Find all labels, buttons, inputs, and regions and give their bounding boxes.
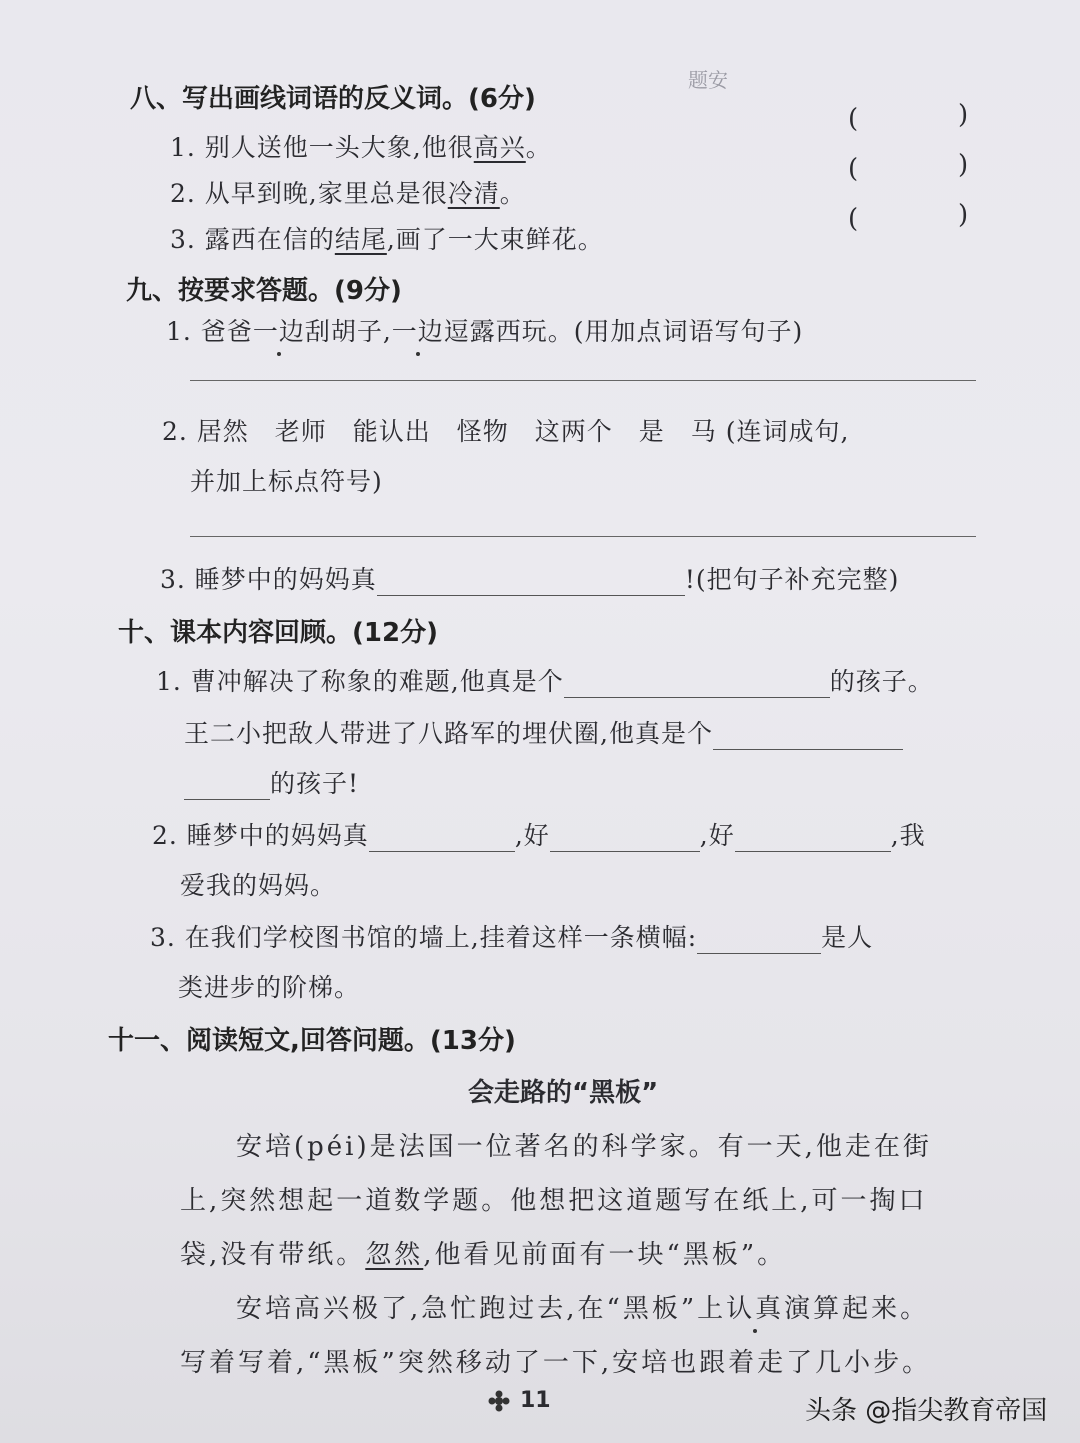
page-number: 11	[520, 1388, 551, 1413]
sec10-q2	[152, 816, 926, 852]
sec8-item-1-underlined: 高兴	[473, 133, 526, 162]
sec10-q1-line3	[184, 764, 359, 800]
sec10-q1-blank-1[interactable]	[564, 673, 830, 698]
answer-line-9-1[interactable]	[190, 380, 976, 381]
sec10-q3-pre: 3. 在我们学校图书馆的墙上,挂着这样一条横幅:	[150, 923, 698, 952]
sec8-item-1-post: 。	[525, 133, 552, 162]
sec10-q1-blank-2[interactable]	[713, 725, 903, 750]
sec8-item-2-underlined: 冷清	[447, 179, 500, 208]
section-8-title: 八、写出画线词语的反义词。(6分)	[130, 84, 536, 114]
sec9-q3-blank[interactable]	[377, 571, 685, 596]
watermark: 头条 @指尖教育帝国	[805, 1396, 1048, 1426]
answer-line-9-2[interactable]	[190, 536, 976, 537]
sec9-q3-pre: 3. 睡梦中的妈妈真	[160, 565, 377, 594]
sec10-q2-blank-1[interactable]	[369, 827, 515, 852]
answer-paren-1-open: (	[848, 104, 859, 134]
sec8-item-3-pre: 3. 露西在信的	[170, 225, 335, 254]
sec8-item-1	[170, 128, 552, 164]
sec9-q1	[166, 312, 803, 348]
sec8-item-2	[170, 174, 526, 210]
sec10-q1-post: 的孩子。	[829, 667, 934, 696]
answer-paren-3-open: (	[848, 204, 859, 234]
story-title: 会走路的“黑板”	[468, 1078, 659, 1108]
answer-paren-1-close: )	[958, 100, 969, 130]
answer-paren-2-open: (	[848, 154, 859, 184]
flower-icon	[488, 1390, 510, 1412]
story-p2-line1-a: 安培高兴极了,急忙跑过去,在“黑板”上	[236, 1294, 727, 1324]
sec8-item-3	[170, 220, 604, 256]
sec9-q1-dotted-word-2: 一边	[392, 312, 444, 348]
story-p2-line1	[236, 1288, 929, 1325]
sec9-q3	[160, 560, 899, 596]
sec8-item-3-underlined: 结尾	[334, 225, 387, 254]
sec10-q3-blank[interactable]	[697, 929, 821, 954]
sec10-q2-mid-2: ,好	[699, 821, 735, 850]
story-dotted-word: 认真	[726, 1288, 784, 1325]
sec9-q1-part-e: 逗露西玩。(用加点词语写句子)	[443, 317, 804, 346]
section-11-title: 十一、阅读短文,回答问题。(13分)	[108, 1026, 516, 1056]
answer-paren-3-close: )	[958, 200, 969, 230]
sec10-q1	[156, 662, 934, 698]
sec10-q3-post: 是人	[821, 923, 874, 952]
sec10-q3	[150, 918, 873, 954]
story-underlined-word: 忽然	[365, 1240, 424, 1270]
story-p1-line3-c: ,他看见前面有一块“黑板”。	[423, 1240, 787, 1270]
story-p1-line3-a: 袋,没有带纸。	[180, 1240, 366, 1270]
sec8-item-2-post: 。	[499, 179, 526, 208]
sec8-item-3-post: ,画了一大束鲜花。	[386, 225, 604, 254]
sec8-item-1-pre: 1. 别人送他一头大象,他很	[170, 133, 474, 162]
sec10-q2-blank-2[interactable]	[550, 827, 700, 852]
sec9-q2-line2: 并加上标点符号)	[190, 467, 383, 496]
sec10-q1-pre: 1. 曹冲解决了称象的难题,他真是个	[156, 667, 564, 696]
sec10-q1-line3-text: 的孩子!	[270, 769, 360, 798]
sec9-q1-part-a: 1. 爸爸	[166, 317, 253, 346]
story-p1-line1: 安培(péi)是法国一位著名的科学家。有一天,他走在街	[236, 1132, 932, 1162]
sec9-q3-post: !(把句子补充完整)	[684, 565, 900, 594]
story-p2-line1-c: 演算起来。	[784, 1294, 930, 1324]
sec10-q2-mid-1: ,好	[514, 821, 550, 850]
sec10-q2-pre: 2. 睡梦中的妈妈真	[152, 821, 369, 850]
answer-paren-2-close: )	[958, 150, 969, 180]
page-footer	[488, 1388, 551, 1413]
sec10-q2-blank-3[interactable]	[735, 827, 891, 852]
story-p2-line2: 写着写着,“黑板”突然移动了一下,安培也跟着走了几小步。	[180, 1348, 932, 1378]
story-p1-line2: 上,突然想起一道数学题。他想把这道题写在纸上,可一掏口	[180, 1186, 928, 1216]
sec9-q1-part-c: 刮胡子,	[304, 317, 392, 346]
section-9-title: 九、按要求答题。(9分)	[126, 276, 402, 306]
sec8-item-2-pre: 2. 从早到晚,家里总是很	[170, 179, 448, 208]
sec10-q1-blank-2-cont[interactable]	[184, 775, 270, 800]
section-10-title: 十、课本内容回顾。(12分)	[118, 618, 438, 648]
sec9-q2-line1: 2. 居然 老师 能认出 怪物 这两个 是 马 (连词成句,	[162, 417, 850, 446]
story-p1-line3	[180, 1234, 786, 1271]
faint-mark: 题安	[688, 68, 728, 92]
sec10-q2-post: ,我	[890, 821, 926, 850]
sec10-q2-line2: 爱我的妈妈。	[180, 871, 337, 900]
sec10-q3-line2: 类进步的阶梯。	[178, 973, 361, 1002]
sec9-q1-dotted-word-1: 一边	[253, 312, 305, 348]
sec10-q1-line2-text: 王二小把敌人带进了八路军的埋伏圈,他真是个	[184, 719, 713, 748]
sec10-q1-line2	[184, 714, 903, 750]
